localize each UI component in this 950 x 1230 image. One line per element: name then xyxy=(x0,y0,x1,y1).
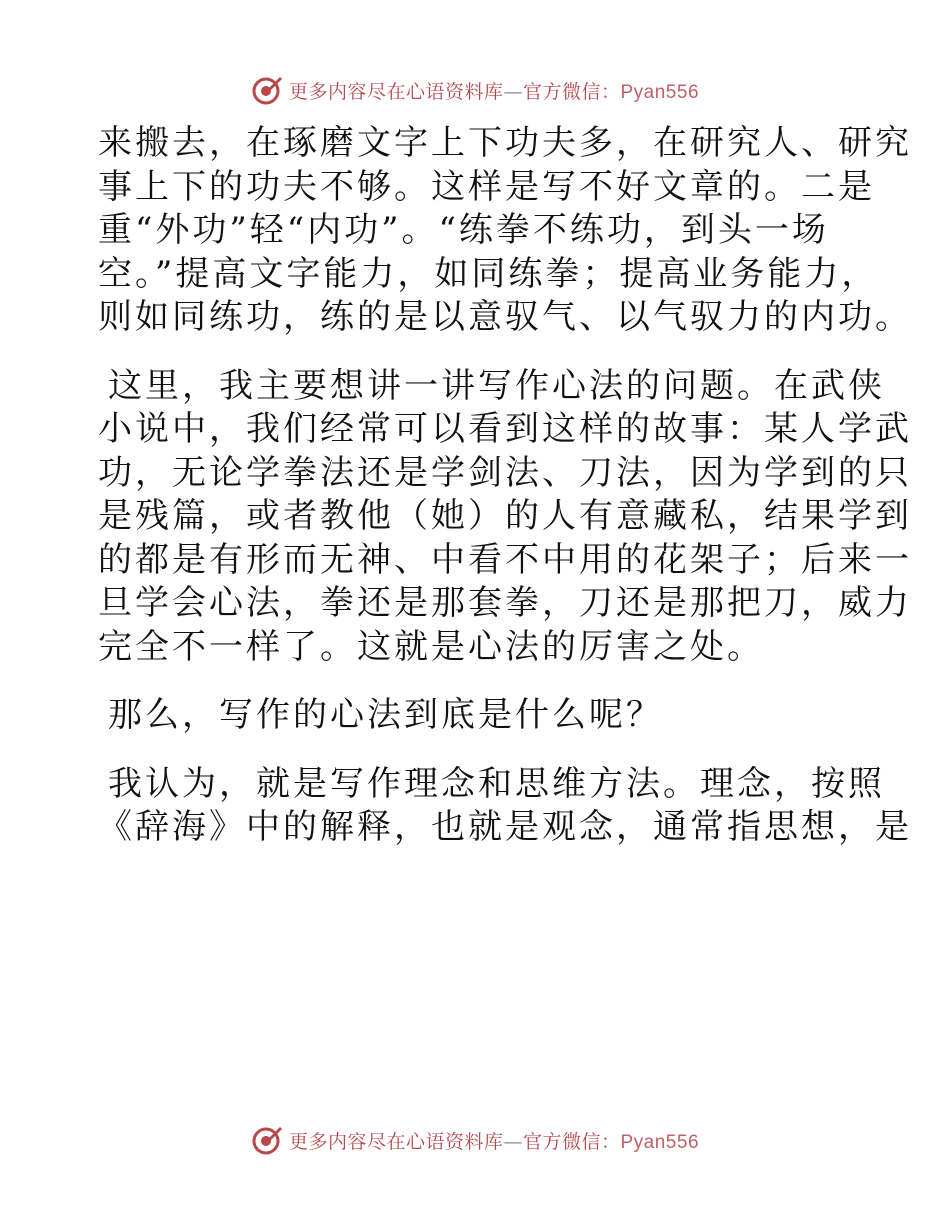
footer-banner xyxy=(0,1120,950,1160)
text-line: 则如同练功，练的是以意驭气、以气驭力的内功。 xyxy=(98,297,912,337)
paragraph-1 xyxy=(98,122,912,340)
banner-title: 更多内容尽在心语资料库 xyxy=(288,1130,504,1153)
paragraph-2 xyxy=(98,365,912,670)
text-line: 事上下的功夫不够。这样是写不好文章的。二是 xyxy=(98,166,875,207)
text-line: 这里，我主要想讲一讲写作心法的问题。在武侠 xyxy=(108,365,885,406)
text-line: 空。”提高文字能力，如同练拳；提高业务能力， xyxy=(98,253,879,294)
paragraph-gap xyxy=(98,738,858,763)
paragraph-gap xyxy=(98,340,858,365)
header-banner xyxy=(0,70,950,110)
text-line: 重“外功”轻“内功”。“练拳不练功，到头一场 xyxy=(98,210,829,250)
text-line: 完全不一样了。这就是心法的厉害之处。 xyxy=(98,626,764,667)
banner-separator: — xyxy=(503,80,523,103)
text-line: 是残篇，或者教他（她）的人有意藏私，结果学到 xyxy=(98,496,912,536)
text-line: 功，无论学拳法还是学剑法、刀法，因为学到的只 xyxy=(98,452,912,493)
banner-wechat-label: 官方微信： xyxy=(522,1130,621,1153)
text-line: 《辞海》中的解释，也就是观念，通常指思想，是 xyxy=(98,807,912,847)
text-line: 的都是有形而无神、中看不中用的花架子；后来一 xyxy=(98,539,912,580)
pen-logo-icon xyxy=(251,74,283,106)
banner-wechat-id: Pyan556 xyxy=(620,1131,700,1153)
text-line: 来搬去，在琢磨文字上下功夫多，在研究人、研究 xyxy=(98,123,912,163)
paragraph-3 xyxy=(98,694,858,738)
paragraph-gap xyxy=(98,669,858,694)
text-line: 旦学会心法，拳还是那套拳，刀还是那把刀，威力 xyxy=(98,583,912,623)
pen-logo-icon xyxy=(251,1124,283,1156)
banner-wechat-id: Pyan556 xyxy=(620,81,700,103)
banner-separator: — xyxy=(503,1130,523,1153)
banner-text xyxy=(289,1127,699,1154)
banner-text xyxy=(289,77,699,104)
document-body xyxy=(98,122,912,850)
text-line: 那么，写作的心法到底是什么呢？ xyxy=(108,695,663,735)
banner-wechat-label: 官方微信： xyxy=(522,80,621,103)
banner-title: 更多内容尽在心语资料库 xyxy=(288,80,504,103)
text-line: 我认为，就是写作理念和思维方法。理念，按照 xyxy=(108,763,885,804)
text-line: 小说中，我们经常可以看到这样的故事：某人学武 xyxy=(98,409,912,449)
paragraph-4 xyxy=(98,763,912,850)
